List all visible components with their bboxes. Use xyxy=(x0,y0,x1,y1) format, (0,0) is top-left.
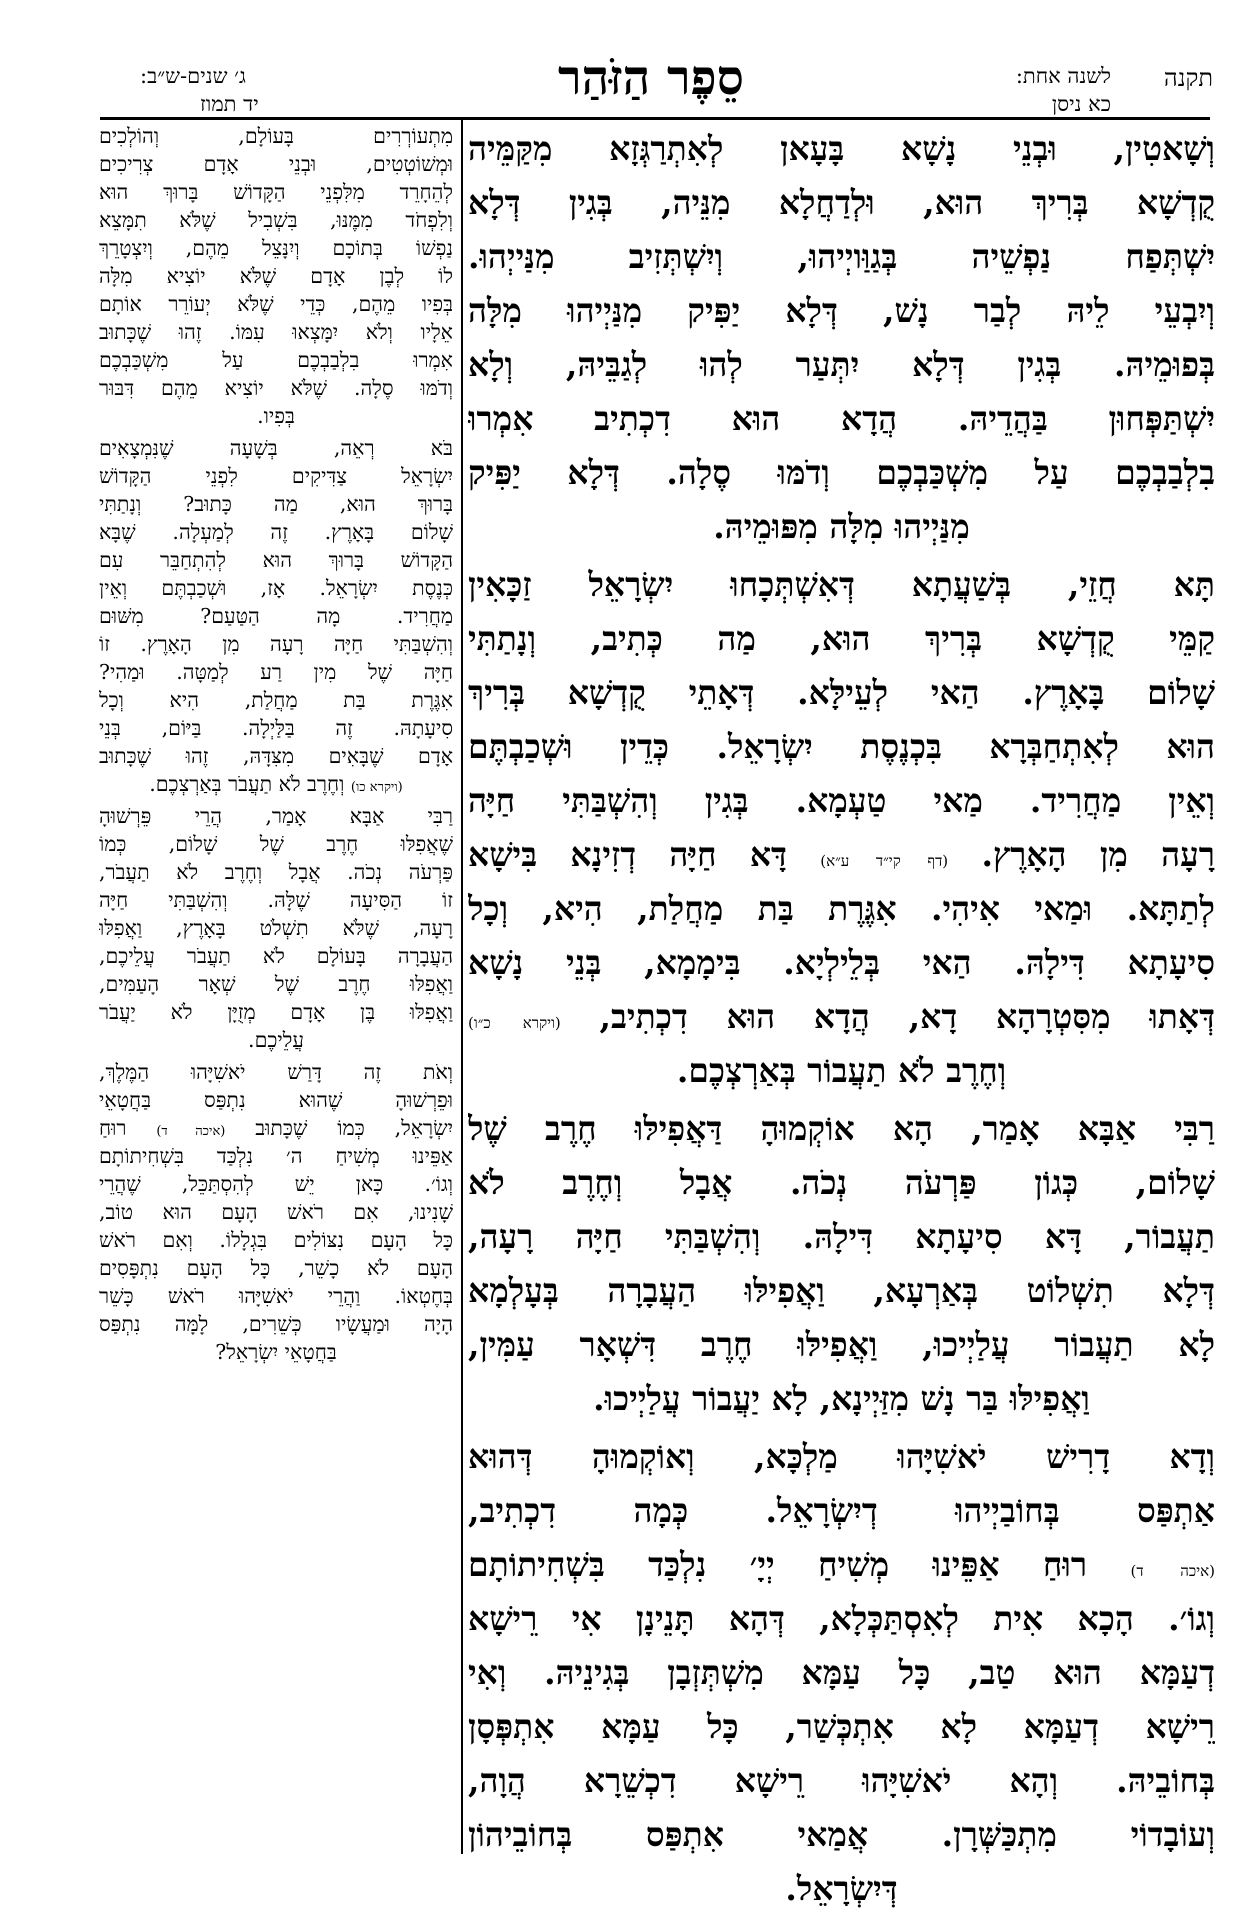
text-line: וּמְשׁוֹטְטִים, וּבְנֵי אָדָם צְרִיכִים xyxy=(99,152,453,176)
text-line xyxy=(99,770,453,798)
text-line: הַעֲבָרָה בָּעוֹלָם לֹא תַעֲבֹר עֲלֵיכֶם, xyxy=(99,944,453,968)
source-reference: (ויקרא כו) xyxy=(350,780,403,795)
text-line: הָיָה וּמַעֲשָׂיו כְּשֵׁרִים, לָמָּה נִתְפַּס xyxy=(99,1312,453,1336)
text-line: נַפְשׁוֹ בְּתוֹכָם וְיִנָּצֵל מֵהֶם, וְיִצְטָרֵךְ xyxy=(99,236,453,260)
main-aramaic-column xyxy=(468,122,1215,1916)
text-line: שָׁנִינוּ, אִם רֹאשׁ הָעָם הוּא טוֹב, xyxy=(99,1200,453,1224)
text-line: שָׁלוֹם, כְּגוֹן פַּרְעֹה נְכֹה. אֲבָל וְחֶרֶב לֹא xyxy=(468,1163,1215,1202)
paragraph xyxy=(468,1102,1215,1426)
text-line: סִיעָתָא דִּילָהּ. הַאי בְּלֵילְיָא. בִּימָמָא, בְּנֵי נָשָׁא xyxy=(468,943,1215,982)
line-text: רוּחַ xyxy=(99,1116,157,1140)
text-line: דְּלָא תִשְׁלוֹט בְּאַרְעָא, וַאֲפִילּוּ הַעֲבָרָה בְּעָלְמָא xyxy=(468,1271,1215,1310)
source-reference: (ויקרא כ״ו) xyxy=(468,1014,561,1032)
text-line: שָׁלוֹם בָּאָרֶץ. הַאי לְעֵילָּא. דְּאָתֵי קֻדְשָׁא בְּרִיךְ xyxy=(468,673,1215,712)
paragraph xyxy=(468,1430,1215,1916)
text-line: שֶׁאֲפִלּוּ חֶרֶב שֶׁל שָׁלוֹם, כְּמוֹ xyxy=(99,832,453,856)
text-line: וְאֵין מַחֲרִיד. מַאי טַעְמָא. בְּגִין וְהִשְׁבַּתִּי חַיָּה xyxy=(468,781,1215,820)
line-text: וְחֶרֶב לֹא תַעֲבֹר בְּאַרְצְכֶם. xyxy=(149,772,351,796)
text-line: פַּרְעֹה נְכֹה. אֲבָל וְחֶרֶב לֹא תַעֲבֹר, xyxy=(99,860,453,884)
header-shnaim: ג׳ שנים-ש״ב: xyxy=(140,64,246,88)
text-line: בְּחוֹבֵיהּ. וְהָא יֹאשִׁיָּהוּ רֵישָׁא דִכְשֵׁרָא הֲוָה, xyxy=(468,1761,1215,1800)
line-text: דָּא חַיָּה דְזִינָא בִּישָׁא xyxy=(468,835,821,874)
text-line: וְאֹת זֶה דָּרַשׁ יֹאשִׁיָּהוּ הַמֶּלֶךְ, xyxy=(99,1060,453,1084)
text-line: יִשְׂרָאֵל צַדִּיקִים לִפְנֵי הַקָּדוֹשׁ xyxy=(99,464,453,488)
text-line: כָּל הָעָם נִצּוֹלִים בִּגְלָלוֹ. וְאִם רֹאשׁ xyxy=(99,1228,453,1252)
line-text: רָעָה מִן הָאָרֶץ. xyxy=(948,835,1215,874)
text-line: מִתְעוֹרְרִים בָּעוֹלָם, וְהוֹלְכִים xyxy=(99,124,453,148)
text-line: וְלִפְחֹד מִמֶּנּוּ, בִּשְׁבִיל שֶׁלֹּא תִמָּצֵא xyxy=(99,208,453,232)
text-line: אַתְפַּס בְּחוֹבַיְיהוּ דְיִשְׂרָאֵל. כְּמָה דִכְתִיב, xyxy=(468,1491,1215,1530)
text-line: רָעָה, שֶׁלֹּא תִשְׁלֹט בָּאָרֶץ, וַאֲפִלּוּ xyxy=(99,916,453,940)
text-line: חַיָּה שֶׁל מִין רַע לְמַטָּה. וּמַהִי? xyxy=(99,660,453,684)
text-line: בֹּא רְאֵה, בְּשָׁעָה שֶׁנִּמְצָאִים xyxy=(99,436,453,460)
text-line: הַקָּדוֹשׁ בָּרוּךְ הוּא לְהִתְחַבֵּר עִם xyxy=(99,548,453,572)
paragraph xyxy=(468,558,1215,1098)
header-rule xyxy=(100,117,1210,120)
text-line: וְעוֹבָדוֹי מִתְכַּשְּׁרָן. אֲמַאי אִתְפַּס בְּחוֹבֵיהוֹן xyxy=(468,1815,1215,1854)
text-line: עֲלֵיכֶם. xyxy=(248,1028,304,1052)
text-line: קַמֵּי קֻדְשָׁא בְּרִיךְ הוּא, מַה כְּתִיב, וְנָתַתִּי xyxy=(468,619,1215,658)
text-line: זוֹ הַסִּיעָה שֶׁלָּהּ. וְהִשְׁבַּתִּי חַיָּה xyxy=(99,888,453,912)
text-line: בְּפִיו מֵהֶם, כְּדֵי שֶׁלֹּא יְעוֹרֵר אוֹתָם xyxy=(99,292,453,316)
source-reference: (איכה ד) xyxy=(1130,1562,1215,1580)
hebrew-translation-column xyxy=(99,122,453,1366)
text-line xyxy=(99,1114,453,1142)
text-line: רַבִּי אַבָּא אָמַר, הָא אוֹקְמוּהָ דַּאֲפִילּוּ חֶרֶב שֶׁל xyxy=(468,1109,1215,1148)
text-line: יִשְׁתְּפַח נַפְשֵׁיה בְּגַוַּויְיהוּ, וְיִשְׁתְּזִיב מִנַּייְהוּ. xyxy=(468,237,1215,276)
paragraph xyxy=(99,802,453,1054)
text-line: הָעָם לֹא כָשֵׁר, כָּל הָעָם נִתְפָּסִים xyxy=(99,1256,453,1280)
text-line: לָא תַעֲבוֹר עֲלַיְיכוּ, וַאֲפִילּוּ חֶרֶב דִּשְׁאָר עַמִּין, xyxy=(468,1325,1215,1364)
text-line: תָּא חֲזֵי, בְּשַׁעֲתָא דְּאִשְׁתְּכָחוּ יִשְׂרָאֵל זַכָּאִין xyxy=(468,565,1215,604)
text-line: וַאֲפִלּוּ חֶרֶב שֶׁל שְׁאָר הָעַמִּים, xyxy=(99,972,453,996)
header-date-tamuz: יד תמוז xyxy=(200,92,259,116)
text-line: וְיִבְעֵי לֵיהּ לְבַר נָשׁ, דְּלָא יַפִּיק מִנַּיְיהוּ מִלָּה xyxy=(468,291,1215,330)
text-line: בַּחֲטָאֵי יִשְׂרָאֵל? xyxy=(215,1340,337,1364)
paragraph xyxy=(99,434,453,798)
text-line: סִיעָתָהּ. זֶה בַּלַּיְלָה. בַּיּוֹם, בְּנֵי xyxy=(99,716,453,740)
line-text: דְּאָתוּ מִסִּטְרָהָא דָא, הֲדָא הוּא דִכְתִיב, xyxy=(560,997,1215,1036)
text-line: וְהִשְׁבַּתִּי חַיָּה רָעָה מִן הָאָרֶץ. זוֹ xyxy=(99,632,453,656)
line-text: יִשְׂרָאֵל, כְּמוֹ שֶׁכָּתוּב xyxy=(225,1116,453,1140)
text-line: רֵישָׁא דְעַמָּא לָא אִתְכְּשַׁר, כָּל עַמָּא אִתְפְּסָן xyxy=(468,1707,1215,1746)
text-line: וְגוֹ׳. כָּאן יֵשׁ לְהִסְתַּכֵּל, שֶׁהֲרֵי xyxy=(99,1172,453,1196)
text-line: וּפֵרְשׁוּהָ שֶׁהוּא נִתְפַּס בַּחֲטָאֵי xyxy=(99,1088,453,1112)
text-line: אִמְרוּ בִלְבַבְכֶם עַל מִשְׁכַּבְכֶם xyxy=(99,348,453,372)
text-line: יִשְׁתַּפְּחוּן בַּהֲדֵיהּ. הֲדָא הוּא דִכְתִיב אִמְרוּ xyxy=(468,399,1215,438)
paragraph xyxy=(99,122,453,430)
text-line: אֵלָיו וְלֹא יִמָּצְאוּ עִמּוֹ. זֶהוּ שֶׁכָּתוּב xyxy=(99,320,453,344)
text-line: אָדָם שֶׁבָּאִים מִצִּדָּהּ, זֶהוּ שֶׁכָּתוּב xyxy=(99,744,453,768)
header-date-nisan: כא ניסן xyxy=(1051,92,1111,116)
line-text: רוּחַ אַפֵּינוּ מְשִׁיחַ יְיָ׳ נִלְכַּד בִּשְׁחִיתוֹתָם xyxy=(468,1545,1131,1584)
text-line: דְעַמָּא הוּא טַב, כָּל עַמָּא מִשְׁתְּזְבָן בְּגִינֵיהּ. וְאִי xyxy=(468,1653,1215,1692)
text-line: וְגוֹ׳. הָכָא אִית לְאִסְתַּכְּלָא, דְּהָא תָּנֵינָן אִי רֵישָׁא xyxy=(468,1599,1215,1638)
text-line: אִגֶּרֶת בַּת מַחֲלַת, הִיא וְכָל xyxy=(99,688,453,712)
text-line: וַאֲפִלּוּ בֶּן אָדָם מְזֻיָּן לֹא יַעֲבֹר xyxy=(99,1000,453,1024)
source-reference: (איכה ד) xyxy=(156,1124,226,1139)
text-line: וְדָא דָרִישׁ יֹאשִׁיָּהוּ מַלְכָּא, וְאוֹקְמוּהָ דְּהוּא xyxy=(468,1437,1215,1476)
page-title: סֵפֶר הַזֹּהַר xyxy=(558,50,744,106)
column-divider xyxy=(461,119,463,1854)
text-line: מִנַּיְיהוּ מִלָּה מִפּוּמֵיהּ. xyxy=(713,507,970,546)
text-line: לְתַתָּא. וּמַאי אִיהִי. אִגֶּרֶת בַּת מַחֲלַת, הִיא, וְכָל xyxy=(468,889,1215,928)
source-reference: (דף קי״ד ע״א) xyxy=(820,852,949,870)
text-line: וַאֲפִילּוּ בַּר נָשׁ מִזַּיְינָא, לָא יַעֲבוֹר עֲלַיְיכוּ. xyxy=(593,1379,1090,1418)
page-header xyxy=(0,0,1253,118)
text-line: כְּנֶסֶת יִשְׂרָאֵל. אָז, וּשְׁכַבְתֶּם וְאֵין xyxy=(99,576,453,600)
text-line: מַחֲרִיד. מָה הַטַּעַם? מִשּׁוּם xyxy=(99,604,453,628)
paragraph xyxy=(468,122,1215,554)
text-line: בְּחֶטְאוֹ. וַהֲרֵי יֹאשִׁיָּהוּ רֹאשׁ כָּשֵׁר xyxy=(99,1284,453,1308)
text-line: לְהֵחָרֵד מִלִּפְנֵי הַקָּדוֹשׁ בָּרוּךְ הוּא xyxy=(99,180,453,204)
text-line: רַבִּי אַבָּא אָמַר, הֲרֵי פֵּרְשׁוּהָ xyxy=(99,804,453,828)
text-line: וְשָׁאטִין, וּבְנֵי נָשָׁא בָּעָאן לְאִתְרַגְּזָא מִקַּמֵּיה xyxy=(468,129,1215,168)
header-shana-achat: לשנה אחת: xyxy=(1015,64,1111,88)
text-line: וְדֹמּוּ סֶלָה. שֶׁלֹּא יוֹצִיא מֵהֶם דִּבּוּר xyxy=(99,376,453,400)
header-taknah: תקנה xyxy=(1163,64,1213,92)
text-line: שָׁלוֹם בָּאָרֶץ. זֶה לְמַעְלָה. שֶׁבָּא xyxy=(99,520,453,544)
text-line xyxy=(468,990,1215,1044)
text-line: אַפֵּינוּ מְשִׁיחַ ה׳ נִלְכַּד בִּשְׁחִיתוֹתָם xyxy=(99,1144,453,1168)
text-line: בְּפִיו. xyxy=(257,404,295,428)
text-line: דְּיִשְׂרָאֵל. xyxy=(785,1869,898,1908)
text-line xyxy=(468,828,1215,882)
text-line xyxy=(468,1538,1215,1592)
text-line: לוֹ לְבֶן אָדָם שֶׁלֹּא יוֹצִיא מִלָּה xyxy=(99,264,453,288)
text-line: קֻדְשָׁא בְּרִיךְ הוּא, וּלְדַחֲלָא מִנֵּיה, בְּגִין דְּלָא xyxy=(468,183,1215,222)
text-line: תַעֲבוֹר, דָּא סִיעָתָא דִּילָהּ. וְהִשְׁבַּתִּי חַיָּה רָעָה, xyxy=(468,1217,1215,1256)
text-line: בָּרוּךְ הוּא, מַה כָּתוּב? וְנָתַתִּי xyxy=(99,492,453,516)
text-line: הוּא לְאִתְחַבְּרָא בִּכְנֶסֶת יִשְׂרָאֵל. כְּדֵין וּשְׁכַבְתֶּם xyxy=(468,727,1215,766)
text-line: וְחֶרֶב לֹא תַעֲבוֹר בְּאַרְצְכֶם. xyxy=(676,1051,1007,1090)
text-line: בִלְבַבְכֶם עַל מִשְׁכַּבְכֶם וְדֹמּוּ סֶלָה. דְּלָא יַפִּיק xyxy=(468,453,1215,492)
text-line: בְּפוּמֵיהּ. בְּגִין דְּלָא יִתְּעַר לְהוּ לְגַבֵּיהּ, וְלָא xyxy=(468,345,1215,384)
paragraph xyxy=(99,1058,453,1366)
